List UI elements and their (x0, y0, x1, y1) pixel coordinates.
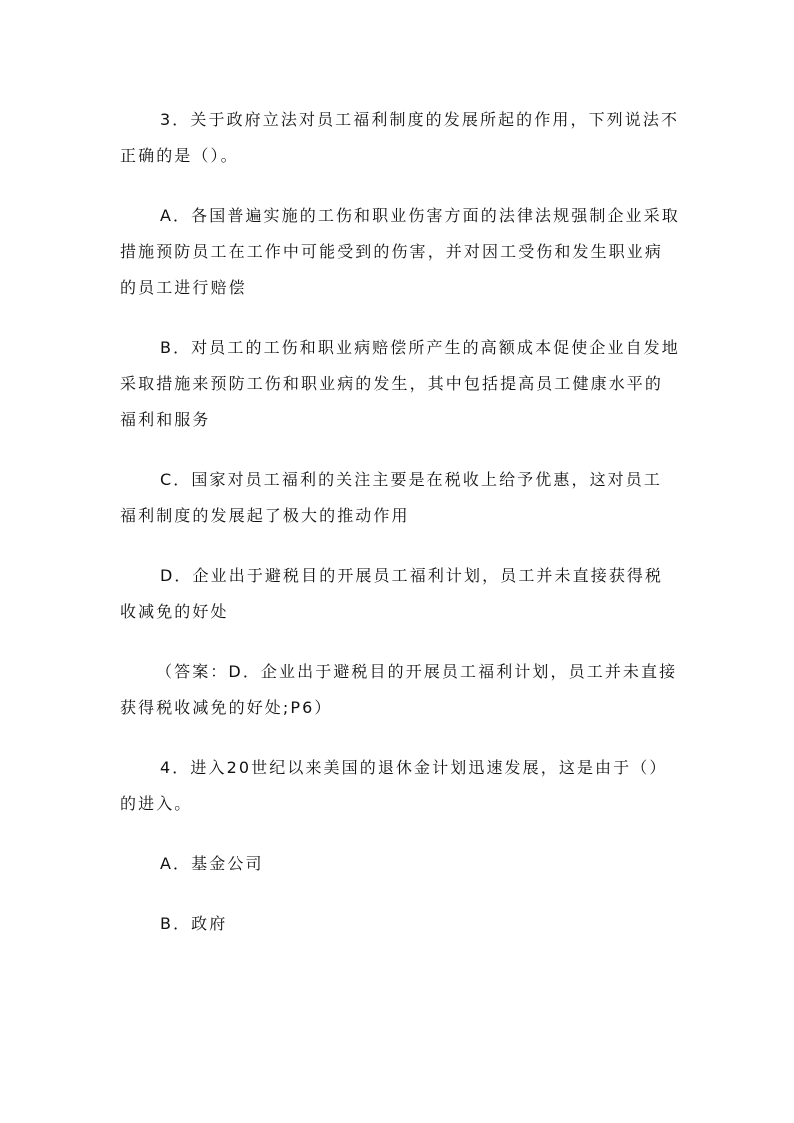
question-3-option-a: A．各国普遍实施的工伤和职业伤害方面的法律法规强制企业采取措施预防员工在工作中可能受到的伤害，并对因工受伤和发生职业病的员工进行赔偿 (120, 206, 680, 297)
document-body (120, 102, 680, 966)
question-4-stem: 4．进入20世纪以来美国的退休金计划迅速发展，这是由于（）的进入。 (120, 758, 668, 813)
question-4-option-b: B．政府 (160, 914, 228, 933)
question-3-option-b: B．对员工的工伤和职业病赔偿所产生的高额成本促使企业自发地采取措施来预防工伤和职业病的发生，其中包括提高员工健康水平的福利和服务 (120, 338, 680, 429)
question-3-option-c: C．国家对员工福利的关注主要是在税收上给予优惠，这对员工福利制度的发展起了极大的推动作用 (120, 470, 662, 525)
question-3-stem: 3．关于政府立法对员工福利制度的发展所起的作用，下列说法不正确的是（）。 (120, 110, 680, 165)
question-3-answer: （答案：D．企业出于避税目的开展员工福利计划，员工并未直接获得税收减免的好处;P6） (120, 662, 678, 717)
question-3-option-d: D．企业出于避税目的开展员工福利计划，员工并未直接获得税收减免的好处 (120, 566, 664, 621)
question-4-option-a: A．基金公司 (160, 854, 264, 873)
